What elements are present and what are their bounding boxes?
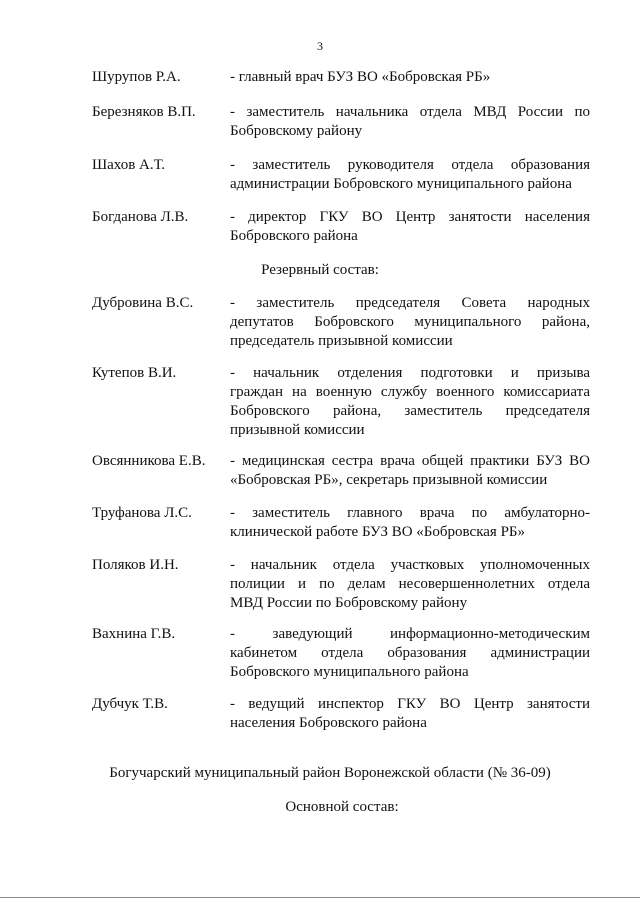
- position-line: - медицинская сестра врача общей практики БУЗ ВО: [230, 453, 590, 469]
- position-line: граждан на военную службу военного комиссариата: [230, 384, 590, 400]
- member-name: Кутепов В.И.: [92, 365, 177, 381]
- member-name: Дубровина В.С.: [92, 295, 194, 311]
- district-heading: Богучарский муниципальный район Воронежской области (№ 36-09): [109, 765, 551, 781]
- position-line: «Бобровская РБ», секретарь призывной комиссии: [230, 472, 548, 488]
- member-position: [230, 504, 590, 542]
- position-line: - директор ГКУ ВО Центр занятости населения: [230, 209, 590, 225]
- member-position: [230, 103, 590, 141]
- page-bottom-rule: [0, 897, 640, 898]
- position-line: - заместитель руководителя отдела образования: [230, 157, 590, 173]
- position-line: администрации Бобровского муниципального района: [230, 176, 572, 192]
- position-line: - начальник отдела участковых уполномоченных: [230, 557, 590, 573]
- member-position: [230, 556, 590, 613]
- position-line: депутатов Бобровского муниципального района,: [230, 314, 590, 330]
- member-position: [230, 208, 590, 246]
- position-line: - заместитель начальника отдела МВД России по: [230, 104, 590, 120]
- member-name: Поляков И.Н.: [92, 557, 179, 573]
- position-line: кабинетом отдела образования администрации: [230, 645, 590, 661]
- position-line: населения Бобровского района: [230, 715, 427, 731]
- member-name: Овсянникова Е.В.: [92, 453, 206, 469]
- page-number: 3: [317, 39, 323, 53]
- member-name: Вахнина Г.В.: [92, 626, 176, 642]
- member-position: [230, 364, 590, 440]
- position-line: клинической работе БУЗ ВО «Бобровская РБ»: [230, 524, 526, 540]
- position-line: Бобровского района, заместитель председателя: [230, 403, 590, 419]
- position-line: - главный врач БУЗ ВО «Бобровская РБ»: [230, 69, 491, 85]
- position-line: полиции и по делам несовершеннолетних отдела: [230, 576, 590, 592]
- position-line: председатель призывной комиссии: [230, 333, 453, 349]
- position-line: МВД России по Бобровскому району: [230, 595, 468, 611]
- position-line: Бобровскому району: [230, 123, 363, 139]
- member-name: Богданова Л.В.: [92, 209, 189, 225]
- position-line: призывной комиссии: [230, 422, 365, 438]
- reserve-heading: Резервный состав:: [261, 262, 379, 278]
- position-line: - заместитель главного врача по амбулаторно-: [230, 505, 590, 521]
- position-line: Бобровского района: [230, 228, 358, 244]
- position-line: - заместитель председателя Совета народных: [230, 295, 590, 311]
- member-name: Шахов А.Т.: [92, 157, 166, 173]
- position-line: - заведующий информационно-методическим: [230, 626, 590, 642]
- main-composition-heading: Основной состав:: [285, 799, 399, 815]
- member-position: [230, 294, 590, 351]
- position-line: - ведущий инспектор ГКУ ВО Центр занятости: [230, 696, 590, 712]
- member-position: [230, 695, 590, 733]
- member-name: Березняков В.П.: [92, 104, 196, 120]
- member-name: Дубчук Т.В.: [92, 696, 168, 712]
- member-position: [230, 452, 590, 490]
- member-position: [230, 68, 590, 87]
- member-name: Труфанова Л.С.: [92, 505, 192, 521]
- position-line: Бобровского муниципального района: [230, 664, 469, 680]
- member-position: [230, 156, 590, 194]
- member-position: [230, 625, 590, 682]
- member-name: Шурупов Р.А.: [92, 69, 181, 85]
- position-line: - начальник отделения подготовки и призыва: [230, 365, 590, 381]
